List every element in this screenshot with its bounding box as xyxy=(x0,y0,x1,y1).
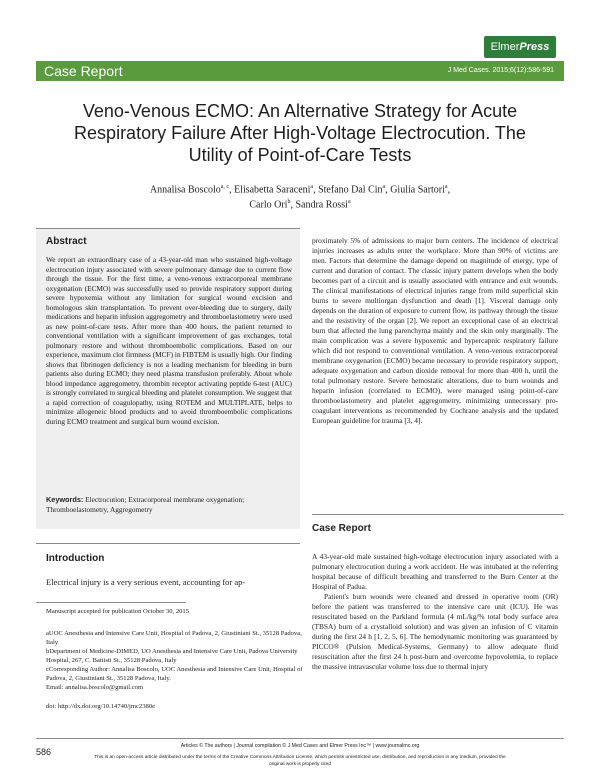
keywords-label: Keywords: xyxy=(46,495,84,504)
author-affiliation: a xyxy=(444,184,448,190)
author-name: Carlo Ori xyxy=(249,199,288,211)
author-affiliation: a, c xyxy=(220,184,230,190)
footnote-divider xyxy=(36,602,186,603)
article-title: Veno-Venous ECMO: An Alternative Strategy for Acute Respiratory Failure After High-Voltage Electrocution. The Utility of Point-of-Care Tests xyxy=(74,101,526,165)
abstract-heading: Abstract xyxy=(46,236,87,247)
keywords-list: Electrocution; Extracorporeal membrane oxygenation; Thromboelastometry, Aggregometry xyxy=(46,495,245,514)
introduction-heading: Introduction xyxy=(46,553,105,564)
author-list xyxy=(80,181,520,212)
author-name: Giulia Sartori xyxy=(390,184,445,196)
author-name: Annalisa Boscolo xyxy=(149,184,221,196)
author-name: Sandra Rossi xyxy=(295,199,348,211)
author-affiliation: a xyxy=(310,184,314,190)
footer-license: This is an open-access article distributed under the terms of the Creative Commons Attribution License, which permits unrestricted use, distribution, and reproduction in any medium, provided the original work is properly cited xyxy=(94,755,506,767)
author-affiliation: a xyxy=(347,199,351,206)
journal-citation: J Med Cases. 2015;6(12):586-591 xyxy=(447,67,554,74)
accepted-date: Manuscript accepted for publication October 30, 2015 xyxy=(46,608,190,615)
section-divider xyxy=(36,543,300,544)
page-number: 586 xyxy=(36,747,52,757)
author-line-2: Carlo Ori$^b$, Sandra Rossi$^a$ xyxy=(249,199,351,211)
publisher-press: Press xyxy=(519,41,550,53)
section-divider xyxy=(312,514,564,515)
case-paragraph-2: Patient's burn wounds were cleaned and dressed in operative room (OR) before the patient was transferred to the intensive care unit (ICU). He was resuscitated based on the Parkland formula (4 mL/kg/% total body surface area (TBSA) burn of a crystalloid solution) and was given an infusion of C vitamin during the first 24 h [1, 2, 5, 6]. The hemodynamic monitoring was guaranteed by PICCO® (Pulsion Medical-Systems, Germany) to allow adequate fluid resuscitation after the first 24 h post-burn and overcome hypovolemia, to replace the massive intravascular volume loss due to thermal injury xyxy=(312,592,558,671)
author-affiliation: b xyxy=(287,199,291,206)
corresponding-author: cCorresponding Author: Annalisa Boscolo, UOC Anesthesia and Intensive Care Unit, Hospital of Padova, 2, Giustiniani St., 35128 Padova, Italy. xyxy=(46,666,303,682)
author-name: Elisabetta Saraceni xyxy=(234,184,311,196)
footer-divider xyxy=(36,738,564,739)
affiliation-b: bDepartment of Medicine-DIMED, UO Anesthesia and Intensive Care Unit, Padova University Hospital, 267, C. Battisti St., 35128 Padova, Italy xyxy=(46,648,298,664)
case-report-text xyxy=(312,552,558,672)
case-paragraph-1: A 43-year-old male sustained high-voltage electrocution injury associated with a pulmonary electrocution during a work accident. He was intubated at the referring hospital because of difficult breathing and transferred to the Burn Center at the Hospital of Padua. xyxy=(312,552,558,591)
keywords xyxy=(46,495,292,514)
case-report-heading: Case Report xyxy=(312,523,371,534)
introduction-continued xyxy=(312,236,558,426)
footer-copyright: Articles © The authors | Journal compilation © J Med Cases and Elmer Press Inc™ | www.journalmc.org xyxy=(180,743,420,749)
publisher-logo xyxy=(484,36,556,58)
author-affiliation: a xyxy=(382,184,386,190)
doi-link[interactable]: doi: http://dx.doi.org/10.14740/jmc2380e xyxy=(46,703,156,710)
author-name: Stefano Dal Cin xyxy=(318,184,383,196)
affiliation-a: aUOC Anesthesia and Intensive Care Unit, Hospital of Padova, 2, Giustiniani St., 35128 Padova, Italy xyxy=(46,630,302,646)
email[interactable]: Email: annalisa.boscolo@gmail.com xyxy=(46,684,144,691)
intro-continued-text: proximately 5% of admissions to major burn centers. The incidence of electrical injuries increases as adults enter the workplace. More than 90% of victims are men. Factors that determine the damage depend on magnitude of energy, type of current and duration of contact. The classic injury pattern develops when the body becomes part of a circuit and is usually associated with entrance and exit wounds. The clinical manifestations of electrical injuries range from mild superficial skin burns to severe multiorgan dysfunction and death [1]. Visceral damage only depends on the duration of exposure to current flow, its pathway through the tissue and the resistivity of the organ [2]. We report an exceptional case of an electrical burn that affected the lung parenchyma mainly and the skin only marginally. The main complication was a severe hypoxemic and hypercapnic respiratory failure which did not respond to conventional ventilation. A veno-venous extracorporeal membrane oxygenation (ECMO) became necessary to provide respiratory support, adequate oxygenation and carbon dioxide removal for more than 400 h, until the total pulmonary restore. Severe hemostatic alterations, due to burn wounds and heparin infusion (correlated to ECMO), were managed using point-of-care thromboelastometry and platelet aggregometry, minimizing unnecessary pro-coagulant interventions as recommended by Cochrane analysis and the updated European guideline for trauma [3, 4]. xyxy=(312,236,558,425)
publisher-name: Elmer xyxy=(490,41,520,53)
introduction-text: Electrical injury is a very serious event, accounting for ap- xyxy=(46,577,246,587)
article-type-label: Case Report xyxy=(44,63,123,79)
author-line-1: Annalisa Boscolo$^{a, c}$, Elisabetta Saraceni$^a$, Stefano Dal Cin$^a$, Giulia Sartori$^a$, xyxy=(149,184,451,196)
abstract-text: We report an extraordinary case of a 43-year-old man who sustained high-voltage electrocution injury associated with severe pulmonary damage due to current flow through the tissue. For the first time, a veno-venous extracorporeal membrane oxygenation (ECMO) was successfully used to provide respiratory support during severe hypoxemia without any limitation for surgical wound excision and homologous skin transplantation. To prevent over-bleeding due to surgery, daily medications and heparin infusion aggregometry and thromboelastometry were used as new point-of-care tests. After more than 400 hours, the patient returned to conventional ventilation with a significant improvement of gas exchanges, total pulmonary restore and without thromboembolic complications. Based on our experience, maximum clot firmness (MCF) in FIBTEM is usually high. Our finding shows that fibrinogen deficiency is not a leading mechanism for bleeding in burn patients also during ECMO; they need plasma transfusion preferably. About whole blood impedance aggregometry, thrombin receptor activating peptide 6-test (AUC) is strongly correlated to surgical bleeding and platelet consumption. We suggest that a rapid correction of coagulopathy, using ROTEM and MULTIPLATE, helps to minimize allogeneic blood products and to avoid thromboembolic complications during ECMO treatment and surgical burn wound excision. xyxy=(46,255,292,426)
